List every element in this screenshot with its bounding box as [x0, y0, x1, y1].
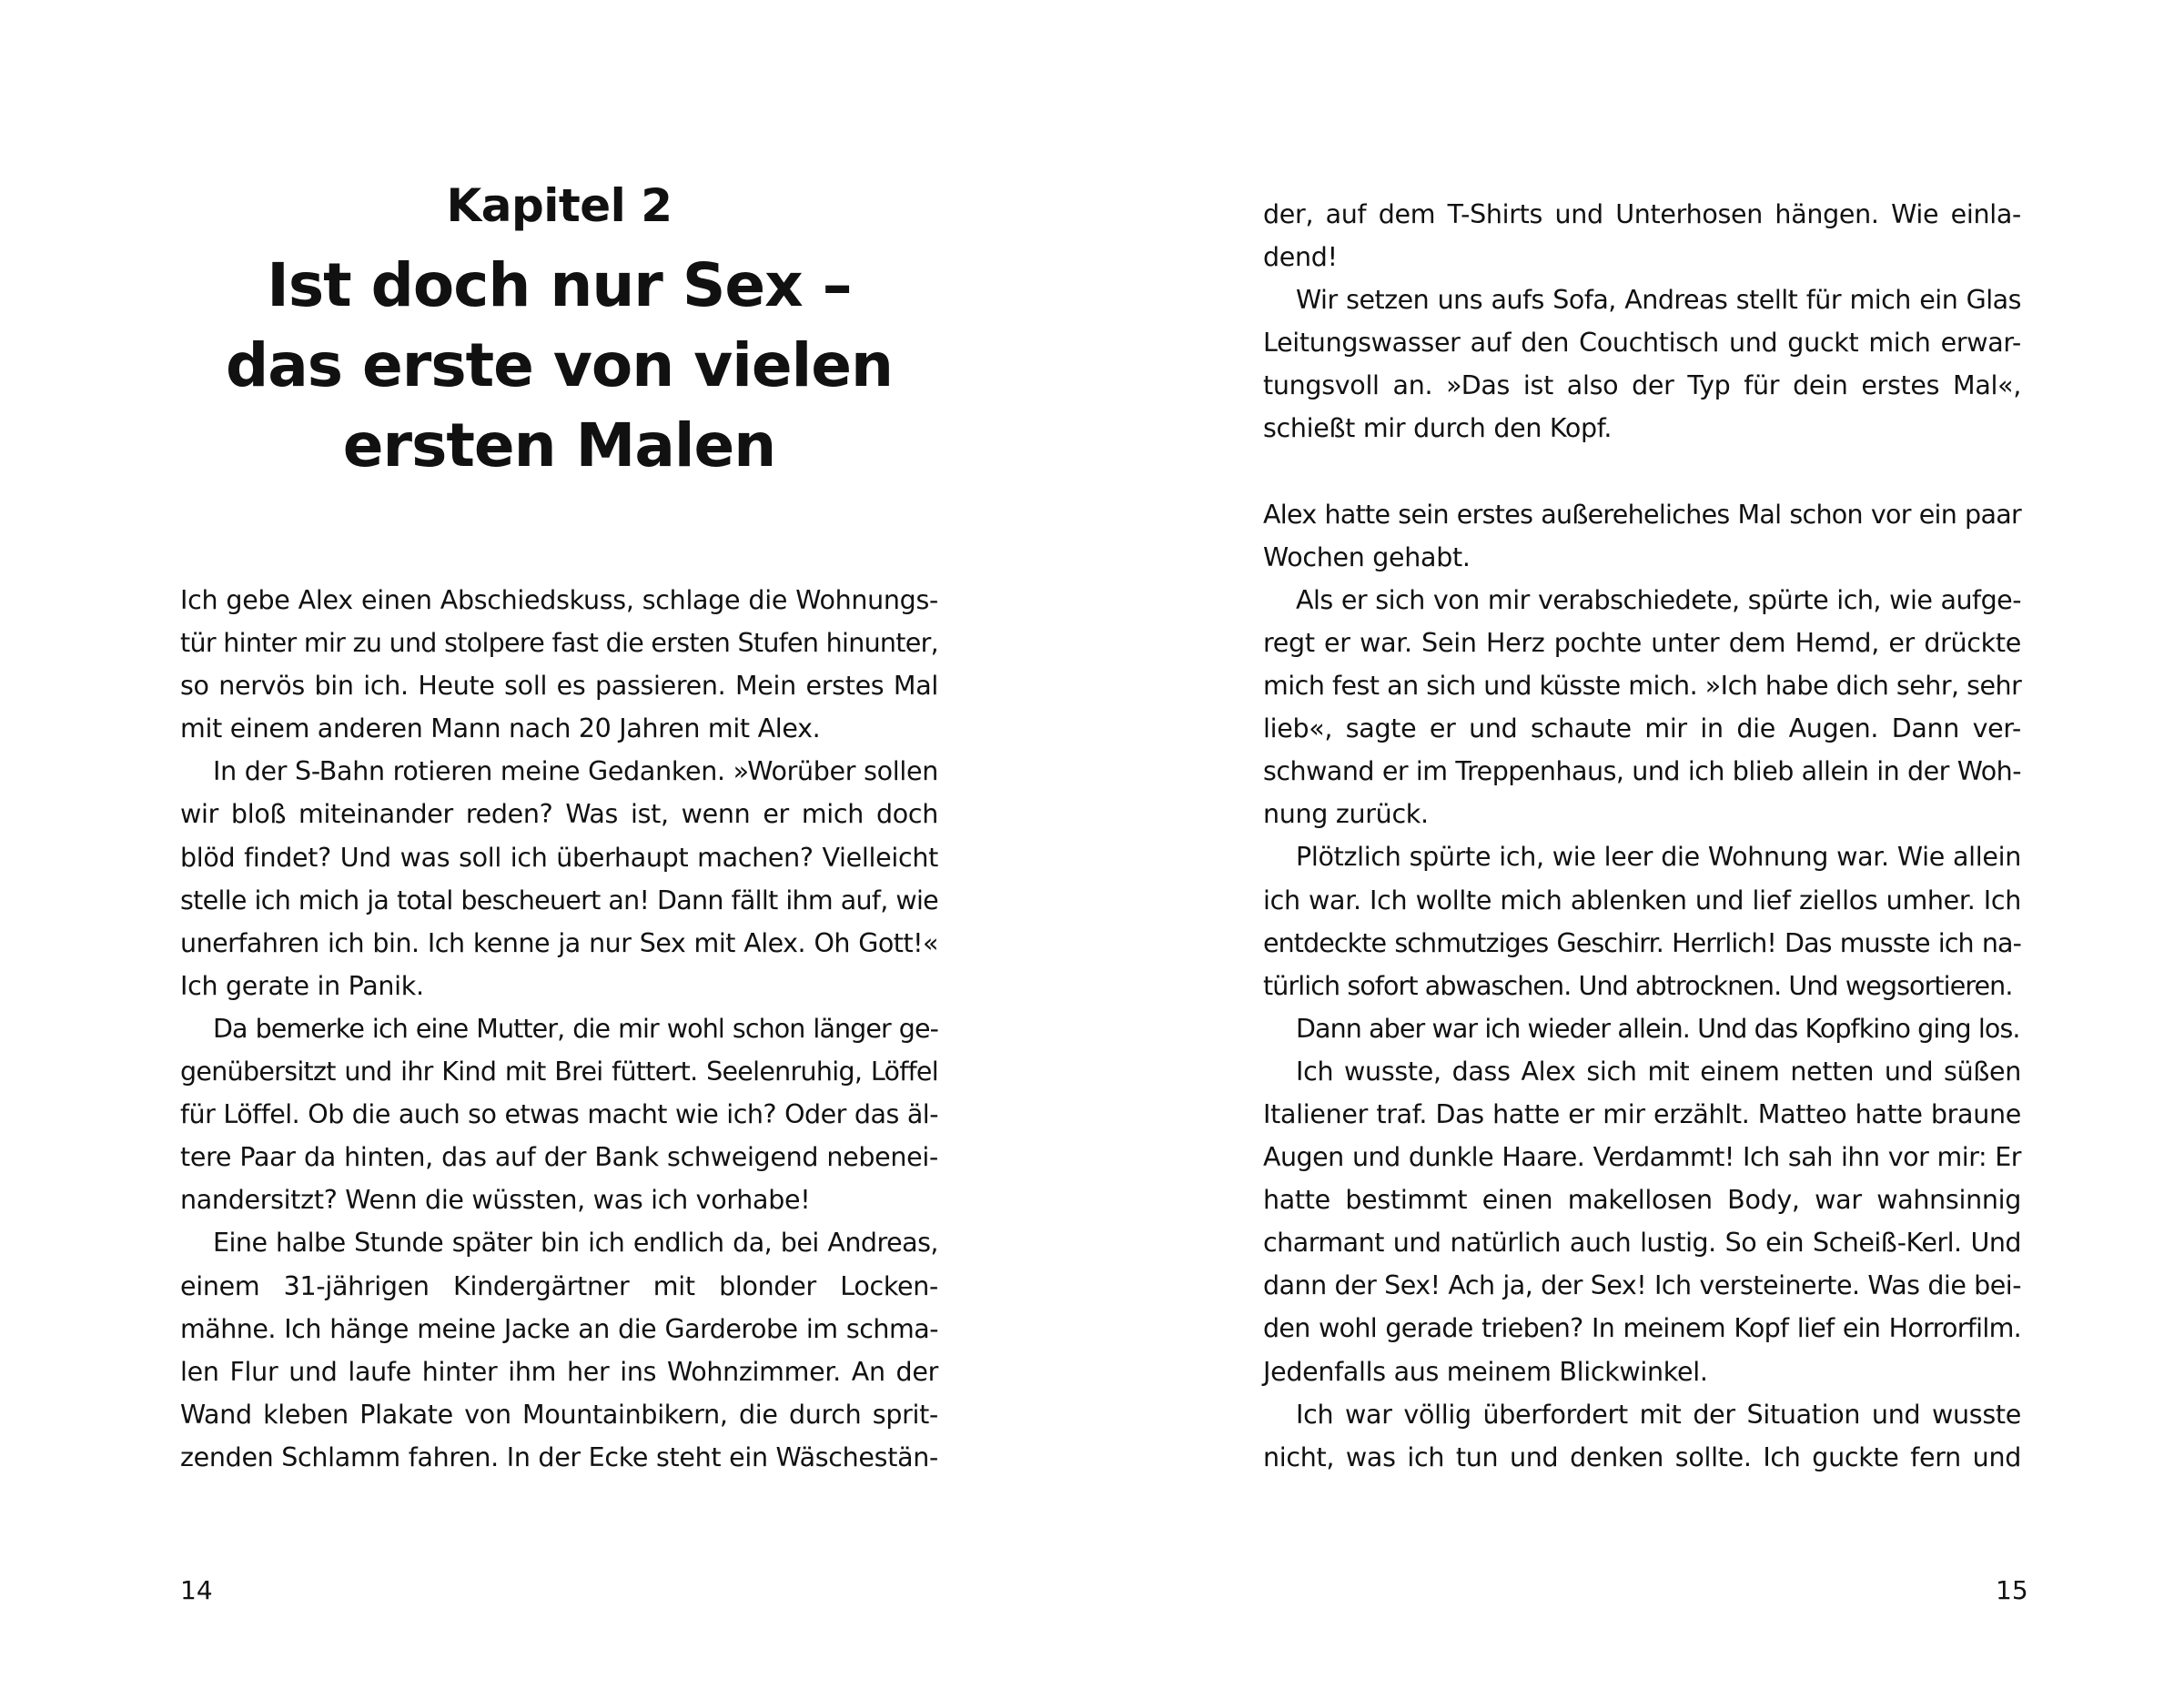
text-line: Wir setzen uns aufs Sofa, Andreas stellt für mich ein Glas: [1296, 285, 2021, 316]
text-line: der, auf dem T-Shirts und Unterhosen hängen. Wie einla-: [1263, 199, 2021, 229]
text-line: nicht, was ich tun und denken sollte. Ich guckte fern und: [1263, 1441, 2021, 1472]
text-line: hatte bestimmt einen makellosen Body, war wahnsinnig: [1263, 1185, 2021, 1216]
text-line: dend!: [1263, 242, 1338, 273]
text-line: Leitungswasser auf den Couchtisch und guckt mich erwar-: [1263, 328, 2021, 359]
text-line: türlich sofort abwaschen. Und abtrocknen. Und wegsortieren.: [1263, 970, 2013, 1001]
text-line: Ich war völlig überfordert mit der Situation und wusste: [1296, 1399, 2021, 1430]
chapter-title-line: Ist doch nur Sex –: [267, 250, 852, 320]
text-line: nung zurück.: [1263, 799, 1429, 830]
text-line: charmant und natürlich auch lustig. So ein Scheiß-Kerl. Und: [1263, 1228, 2021, 1259]
text-line: entdeckte schmutziges Geschirr. Herrlich! Das musste ich na-: [1263, 927, 2021, 958]
text-line: tere Paar da hinten, das auf der Bank schweigend nebenei-: [180, 1142, 938, 1173]
text-line: len Flur und laufe hinter ihm her ins Wohnzimmer. An der: [180, 1356, 938, 1387]
body-text-right: [1263, 193, 2021, 1479]
right-page: [1092, 0, 2184, 1699]
text-line: Als er sich von mir verabschiedete, spürte ich, wie aufge-: [1296, 584, 2021, 615]
text-line: lieb«, sagte er und schaute mir in die Augen. Dann ver-: [1263, 713, 2021, 744]
text-line: Eine halbe Stunde später bin ich endlich da, bei Andreas,: [213, 1228, 938, 1259]
text-line: den wohl gerade trieben? In meinem Kopf lief ein Horrorfilm.: [1263, 1313, 2021, 1344]
text-line: genübersitzt und ihr Kind mit Brei füttert. Seelenruhig, Löffel: [180, 1057, 938, 1087]
chapter-title-line: das erste von vielen: [225, 330, 894, 400]
text-line: In der S-Bahn rotieren meine Gedanken. »Worüber sollen: [213, 756, 938, 787]
text-line: blöd findet? Und was soll ich überhaupt machen? Vielleicht: [180, 842, 938, 873]
section-break: [1263, 450, 2021, 493]
text-line: schwand er im Treppenhaus, und ich blieb allein in der Woh-: [1263, 756, 2021, 787]
text-line: ich war. Ich wollte mich ablenken und lief ziellos umher. Ich: [1263, 885, 2021, 915]
page-number: 15: [1996, 1575, 2028, 1605]
text-line: einem 31-jährigen Kindergärtner mit blonder Locken-: [180, 1270, 938, 1301]
chapter-title-line: ersten Malen: [342, 410, 776, 480]
text-line: so nervös bin ich. Heute soll es passieren. Mein erstes Mal: [180, 671, 938, 702]
text-line: Da bemerke ich eine Mutter, die mir wohl schon länger ge-: [213, 1013, 938, 1044]
text-line: unerfahren ich bin. Ich kenne ja nur Sex mit Alex. Oh Gott!«: [180, 927, 938, 958]
text-line: Italiener traf. Das hatte er mir erzählt. Matteo hatte braune: [1263, 1098, 2021, 1129]
text-line: tür hinter mir zu und stolpere fast die ersten Stufen hinunter,: [180, 628, 938, 659]
text-line: regt er war. Sein Herz pochte unter dem Hemd, er drückte: [1263, 627, 2021, 658]
text-line: Augen und dunkle Haare. Verdammt! Ich sah ihn vor mir: Er: [1263, 1142, 2021, 1173]
text-line: für Löffel. Ob die auch so etwas macht wie ich? Oder das äl-: [180, 1099, 938, 1130]
text-line: dann der Sex! Ach ja, der Sex! Ich versteinerte. Was die bei-: [1263, 1270, 2021, 1301]
page-number: 14: [180, 1575, 213, 1605]
text-line: Ich gebe Alex einen Abschiedskuss, schlage die Wohnungs-: [180, 585, 938, 615]
text-line: Jedenfalls aus meinem Blickwinkel.: [1263, 1356, 1708, 1387]
body-text-left: [180, 579, 938, 1479]
text-line: tungsvoll an. »Das ist also der Typ für dein erstes Mal«,: [1263, 370, 2021, 401]
text-line: nandersitzt? Wenn die wüssten, was ich vorhabe!: [180, 1185, 811, 1216]
text-line: Alex hatte sein erstes außereheliches Mal schon vor ein paar: [1263, 499, 2021, 530]
text-line: Dann aber war ich wieder allein. Und das Kopfkino ging los.: [1296, 1013, 2020, 1044]
text-line: Ich wusste, dass Alex sich mit einem netten und süßen: [1296, 1056, 2021, 1087]
chapter-title: [180, 246, 938, 486]
text-line: mich fest an sich und küsste mich. »Ich habe dich sehr, sehr: [1263, 671, 2022, 702]
text-line: Plötzlich spürte ich, wie leer die Wohnung war. Wie allein: [1296, 842, 2021, 873]
chapter-label: Kapitel 2: [446, 179, 672, 232]
text-line: stelle ich mich ja total bescheuert an! Dann fällt ihm auf, wie: [180, 885, 938, 915]
text-line: mit einem anderen Mann nach 20 Jahren mit Alex.: [180, 713, 821, 744]
text-line: schießt mir durch den Kopf.: [1263, 413, 1613, 444]
text-line: Wand kleben Plakate von Mountainbikern, die durch sprit-: [180, 1399, 938, 1430]
text-line: mähne. Ich hänge meine Jacke an die Garderobe im schma-: [180, 1313, 938, 1344]
text-line: Wochen gehabt.: [1263, 541, 1471, 572]
text-line: wir bloß miteinander reden? Was ist, wenn er mich doch: [180, 799, 938, 830]
text-line: Ich gerate in Panik.: [180, 970, 424, 1001]
text-line: zenden Schlamm fahren. In der Ecke steht ein Wäschestän-: [180, 1441, 938, 1472]
